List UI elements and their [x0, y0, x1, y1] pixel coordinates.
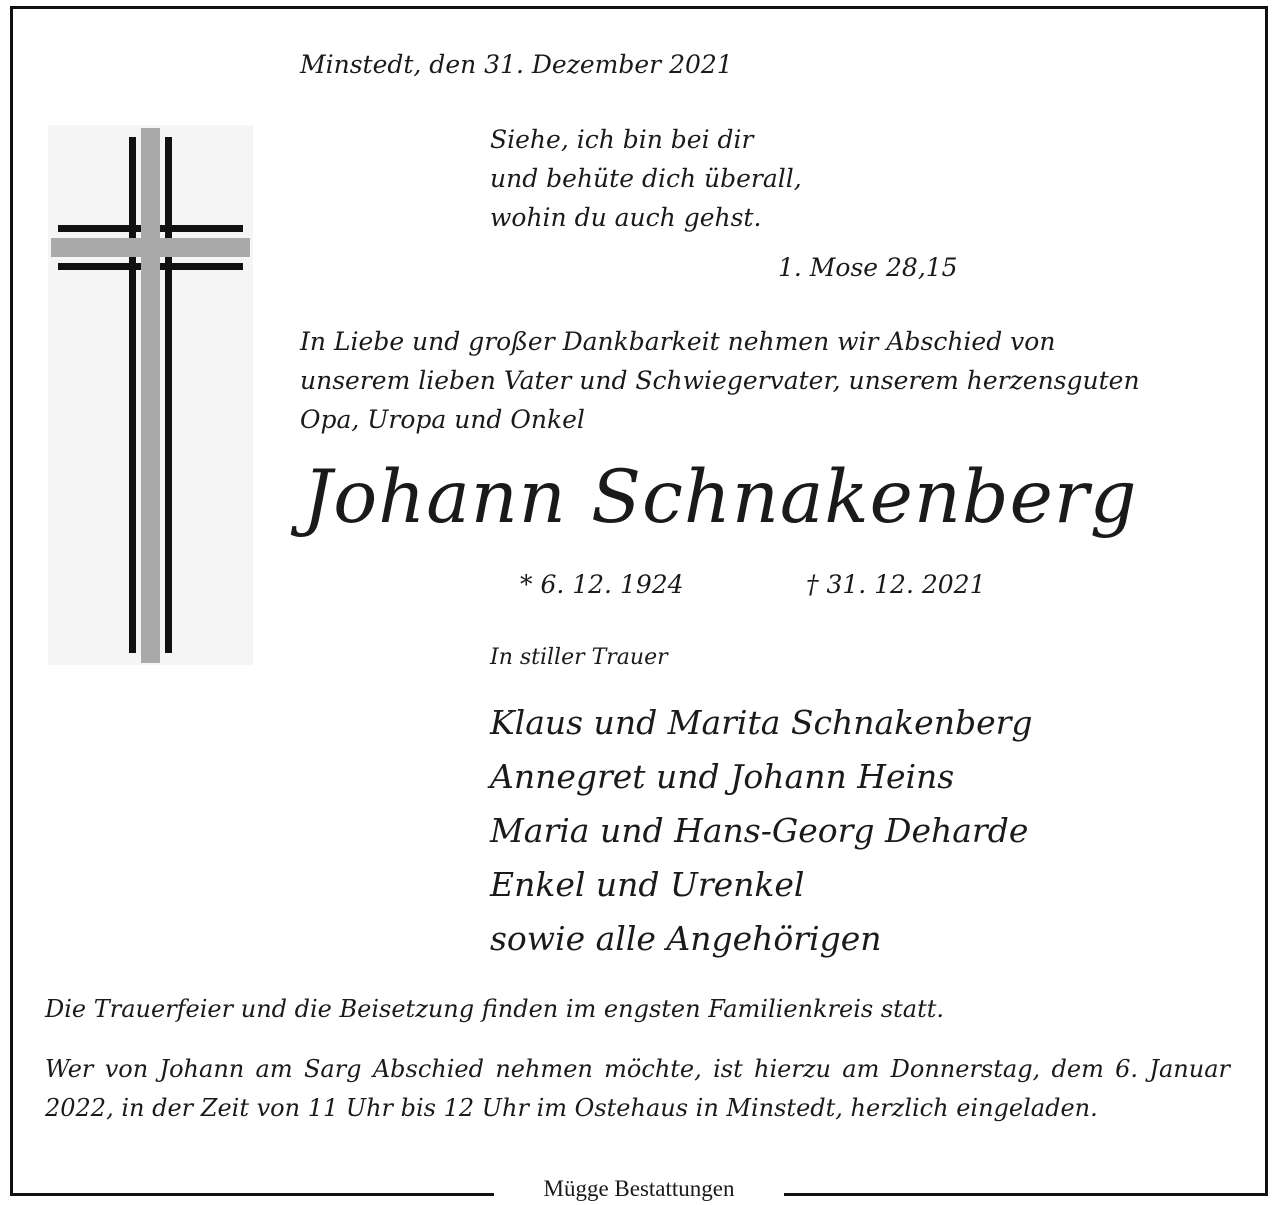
- verse-line: Siehe, ich bin bei dir: [490, 125, 754, 154]
- mourner-line: Enkel und Urenkel: [490, 865, 805, 904]
- verse-line: wohin du auch gehst.: [490, 203, 762, 232]
- intro-text: [300, 322, 1140, 439]
- cross-icon: [48, 125, 253, 665]
- ceremony-notice: Die Trauerfeier und die Beisetzung finden im engsten Familienkreis statt.: [45, 995, 945, 1023]
- mourners-list: [490, 696, 1033, 966]
- mourner-line: Annegret und Johann Heins: [490, 757, 955, 796]
- undertaker-name: Mügge Bestattungen: [494, 1172, 784, 1205]
- deceased-name: Johann Schnakenberg: [303, 455, 1138, 540]
- viewing-notice: Wer von Johann am Sarg Abschied nehmen möchte, ist hierzu am Donnerstag, dem 6. Januar 2022, in der Zeit von 11 Uhr bis 12 Uhr im Ostehaus in Minstedt, herzlich eingeladen.: [45, 1055, 1230, 1122]
- bible-verse: [490, 120, 802, 237]
- intro-line: In Liebe und großer Dankbarkeit nehmen wir Abschied von: [300, 327, 1056, 356]
- mourner-line: Klaus und Marita Schnakenberg: [490, 703, 1033, 742]
- verse-reference: 1. Mose 28,15: [778, 253, 958, 282]
- place-date: Minstedt, den 31. Dezember 2021: [300, 50, 733, 79]
- verse-line: und behüte dich überall,: [490, 164, 802, 193]
- birth-date: * 6. 12. 1924: [520, 570, 684, 599]
- mourner-line: sowie alle Angehörigen: [490, 919, 882, 958]
- mourning-label: In stiller Trauer: [490, 645, 668, 670]
- mourner-line: Maria und Hans-Georg Deharde: [490, 811, 1029, 850]
- death-date: † 31. 12. 2021: [806, 570, 986, 599]
- intro-line: unserem lieben Vater und Schwiegervater, unserem herzensguten: [300, 366, 1140, 395]
- intro-line: Opa, Uropa und Onkel: [300, 405, 585, 434]
